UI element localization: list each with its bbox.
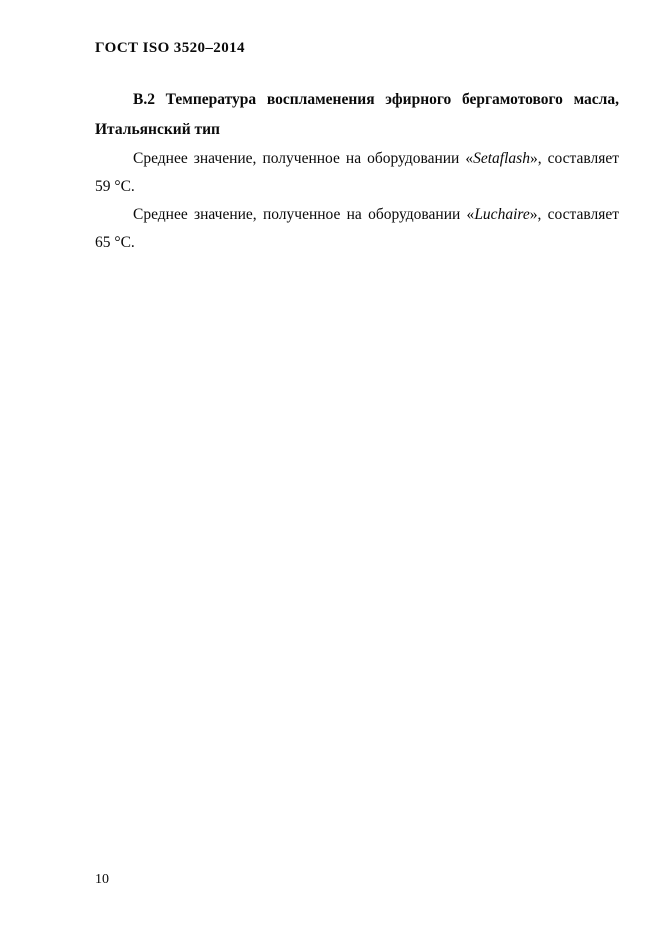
paragraph-setaflash-value: 59 °С.: [95, 178, 135, 195]
paragraph-text-pre: Среднее значение, полученное на оборудовании «: [133, 206, 475, 223]
paragraph-text-pre: Среднее значение, полученное на оборудовании «: [133, 150, 474, 167]
page-content: [95, 40, 619, 257]
paragraph-text-post: », составляет: [529, 150, 619, 167]
paragraph-luchaire-value: 65 °С.: [95, 234, 135, 251]
section-heading-line1: В.2 Температура воспламенения эфирного бергамотового масла,: [133, 91, 619, 108]
page-number: 10: [95, 872, 109, 887]
paragraph-setaflash-line1: [95, 145, 619, 173]
equipment-brand-name: Luchaire: [474, 206, 530, 223]
section-heading-line2: Итальянский тип: [95, 121, 220, 138]
equipment-brand-name: Setaflash: [473, 150, 530, 167]
paragraph-luchaire-line1: [95, 201, 619, 229]
section-heading: [95, 85, 619, 145]
paragraph-text-post: », составляет: [529, 206, 619, 223]
running-header: ГОСТ ISO 3520–2014: [95, 40, 245, 56]
paragraph-setaflash: [95, 145, 619, 201]
paragraph-luchaire: [95, 201, 619, 257]
